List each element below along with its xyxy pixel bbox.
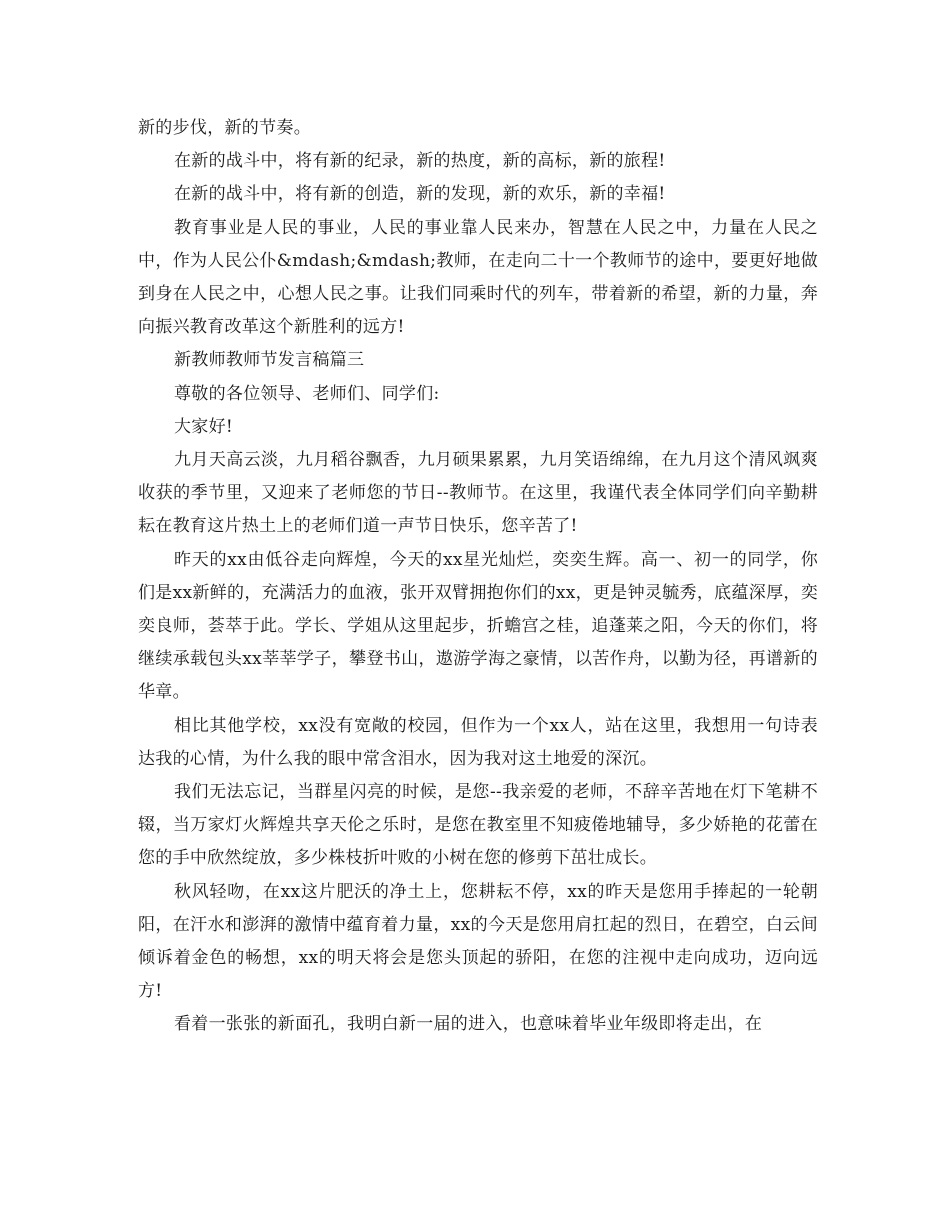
section-heading: 新教师教师节发言稿篇三 (174, 350, 365, 371)
salutation: 尊敬的各位领导、老师们、同学们: (174, 383, 440, 404)
paragraph-3: 在新的战斗中，将有新的创造，新的发现，新的欢乐，新的幸福! (174, 184, 666, 205)
greeting: 大家好! (174, 416, 234, 437)
document-body (138, 112, 818, 1042)
paragraph-11: 我们无法忘记，当群星闪亮的时候，是您--我亲爱的老师，不辞辛苦地在灯下笔耕不辍，当万家灯火辉煌共享天伦之乐时，是您在教室里不知疲倦地辅导，多少娇艳的花蕾在您的手中欣然绽放，多少株枝折叶败的小树在您的修剪下茁壮成长。 (138, 782, 818, 869)
paragraph-2: 在新的战斗中，将有新的纪录，新的热度，新的高标，新的旅程! (174, 151, 666, 172)
paragraph-10: 相比其他学校，xx没有宽敞的校园，但作为一个xx人，站在这里，我想用一句诗表达我的心情，为什么我的眼中常含泪水，因为我对这土地爱的深沉。 (138, 715, 818, 769)
paragraph-4: 教育事业是人民的事业，人民的事业靠人民来办，智慧在人民之中，力量在人民之中，作为人民公仆&mdash;&mdash;教师，在走向二十一个教师节的途中，要更好地做到身在人民之中，心想人民之事。让我们同乘时代的列车，带着新的希望，新的力量，奔向振兴教育改革这个新胜利的远方! (138, 217, 818, 338)
paragraph-1: 新的步伐，新的节奏。 (138, 118, 311, 138)
paragraph-13: 看着一张张的新面孔，我明白新一届的进入，也意味着毕业年级即将走出，在 (174, 1014, 763, 1035)
paragraph-8: 九月天高云淡，九月稻谷飘香，九月硕果累累，九月笑语绵绵，在九月这个清风飒爽收获的季节里，又迎来了老师您的节日--教师节。在这里，我谨代表全体同学们向辛勤耕耘在教育这片热土上的老师们道一声节日快乐，您辛苦了! (138, 450, 818, 537)
paragraph-12: 秋风轻吻，在xx这片肥沃的净土上，您耕耘不停，xx的昨天是您用手捧起的一轮朝阳，在汗水和澎湃的激情中蕴育着力量，xx的今天是您用肩扛起的烈日，在碧空，白云间倾诉着金色的畅想，xx的明天将会是您头顶起的骄阳，在您的注视中走向成功，迈向远方! (138, 881, 818, 1002)
paragraph-9: 昨天的xx由低谷走向辉煌，今天的xx星光灿烂，奕奕生辉。高一、初一的同学，你们是xx新鲜的，充满活力的血液，张开双臂拥抱你们的xx，更是钟灵毓秀，底蕴深厚，奕奕良师，荟萃于此。学长、学姐从这里起步，折蟾宫之桂，追蓬莱之阳，今天的你们，将继续承载包头xx莘莘学子，攀登书山，遨游学海之豪情，以苦作舟，以勤为径，再谱新的华章。 (138, 549, 818, 703)
